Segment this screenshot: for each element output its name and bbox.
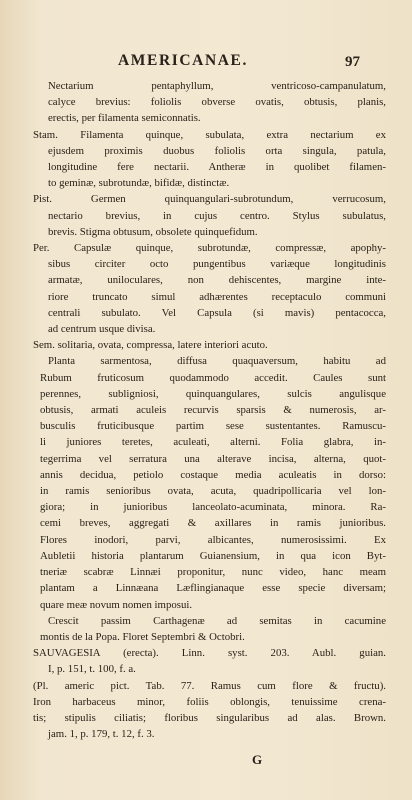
text-line: jam. 1, p. 179, t. 12, f. 3. [48, 728, 155, 741]
text-line: Stam. Filamenta quinque, subulata, extra nectarium ex [33, 128, 386, 141]
text-line: giora; in junioribus lanceolato-acuminata, minora. Ra- [40, 501, 386, 514]
text-line: Aubletii historia plantarum Guianensium, in qua icon Byt- [40, 549, 386, 562]
page-number: 97 [345, 54, 360, 70]
text-line: armatæ, uniloculares, non dehiscentes, margine inte- [48, 274, 386, 287]
text-line: ejusdem proximis duobus foliolis orta singula, patula, [48, 144, 386, 157]
text-line: plantam a Linnæana Læflingianaque esse specie diversam; [40, 582, 386, 595]
text-line: SAUVAGESIA (erecta). Linn. syst. 203. Aubl. guian. [33, 647, 386, 660]
text-line: to geminæ, subrotundæ, bifidæ, distinctæ. [48, 177, 230, 190]
text-line: erectis, per filamenta semiconnatis. [48, 112, 201, 125]
text-line: Rubum fruticosum quodammodo accedit. Caules sunt [40, 371, 386, 384]
text-line: I, p. 151, t. 100, f. a. [48, 663, 136, 676]
text-line: obtusis, armati aculeis recurvis sparsis & numerosis, ar- [40, 404, 386, 417]
text-line: nectario brevius, in cujus centro. Stylus subulatus, [48, 209, 386, 222]
text-line: Flores inodori, parvi, albicantes, numerosissimi. Ex [40, 533, 386, 546]
text-line: Pist. Germen quinquangulari-subrotundum, verrucosum, [33, 193, 386, 206]
text-line: Sem. solitaria, ovata, compressa, latere interiori acuto. [33, 339, 268, 352]
page-header [0, 52, 412, 76]
running-title: AMERICANAE. [118, 52, 248, 69]
text-line: Crescit passim Carthagenæ ad semitas in cacumine [48, 614, 386, 627]
text-line: montis de la Popa. Floret Septembri & Octobri. [40, 630, 245, 643]
text-line: tis; stipulis ciliatis; floribus singularibus ad alas. Brown. [33, 711, 386, 724]
text-line: Planta sarmentosa, diffusa quaquaversum, habitu ad [48, 355, 386, 368]
signature-mark: G [252, 752, 263, 767]
text-line: longitudine fere nectarii. Antheræ in quolibet filamen- [48, 161, 386, 174]
text-line: busculis fruticibusque partim sese sustentantes. Ramuscu- [40, 420, 386, 433]
text-line: Nectarium pentaphyllum, ventricoso-campanulatum, [48, 80, 386, 92]
text-line: in ramis senioribus ovata, acuta, quadripollicaria vel lon- [40, 485, 386, 498]
text-line: li juniores teretes, aculeati, alterni. Folia glabra, in- [40, 436, 386, 449]
text-line: cemi breves, aggregati & axillares in ramis junioribus. [40, 517, 386, 530]
text-line: annis decidua, petiolo costaque media aculeatis in dorso: [40, 468, 386, 481]
text-line: Iron harbaceus minor, foliis oblongis, tenuissime crena- [33, 695, 386, 708]
text-line: sibus circiter octo pungentibus variæque longitudinis [48, 258, 386, 271]
text-line: tegerrima vel serratura una alterave incisa, alterna, quot- [40, 452, 386, 465]
text-line: quare meæ novum nomen imposui. [40, 598, 193, 611]
text-line: perennes, subligniosi, quinquangulares, sulcis angulisque [40, 387, 386, 400]
text-line: (Pl. americ pict. Tab. 77. Ramus cum flore & fructu). [33, 679, 386, 692]
text-line: calyce brevius: foliolis obverse ovatis, obtusis, planis, [48, 96, 386, 109]
text-line: brevis. Stigma obtusum, obsolete quinquefidum. [48, 225, 258, 238]
text-line: ad centrum usque divisa. [48, 323, 156, 336]
text-line: tneriæ scabræ Linnæi proponitur, nunc video, hanc meam [40, 566, 386, 579]
text-line: riore truncato simul adhærentes receptaculo communi [48, 290, 386, 303]
text-line: centrali subulato. Vel Capsula (si mavis) pentacocca, [48, 306, 386, 319]
body-text [30, 78, 386, 742]
text-line: Per. Capsulæ quinque, subrotundæ, compressæ, apophy- [33, 242, 386, 255]
